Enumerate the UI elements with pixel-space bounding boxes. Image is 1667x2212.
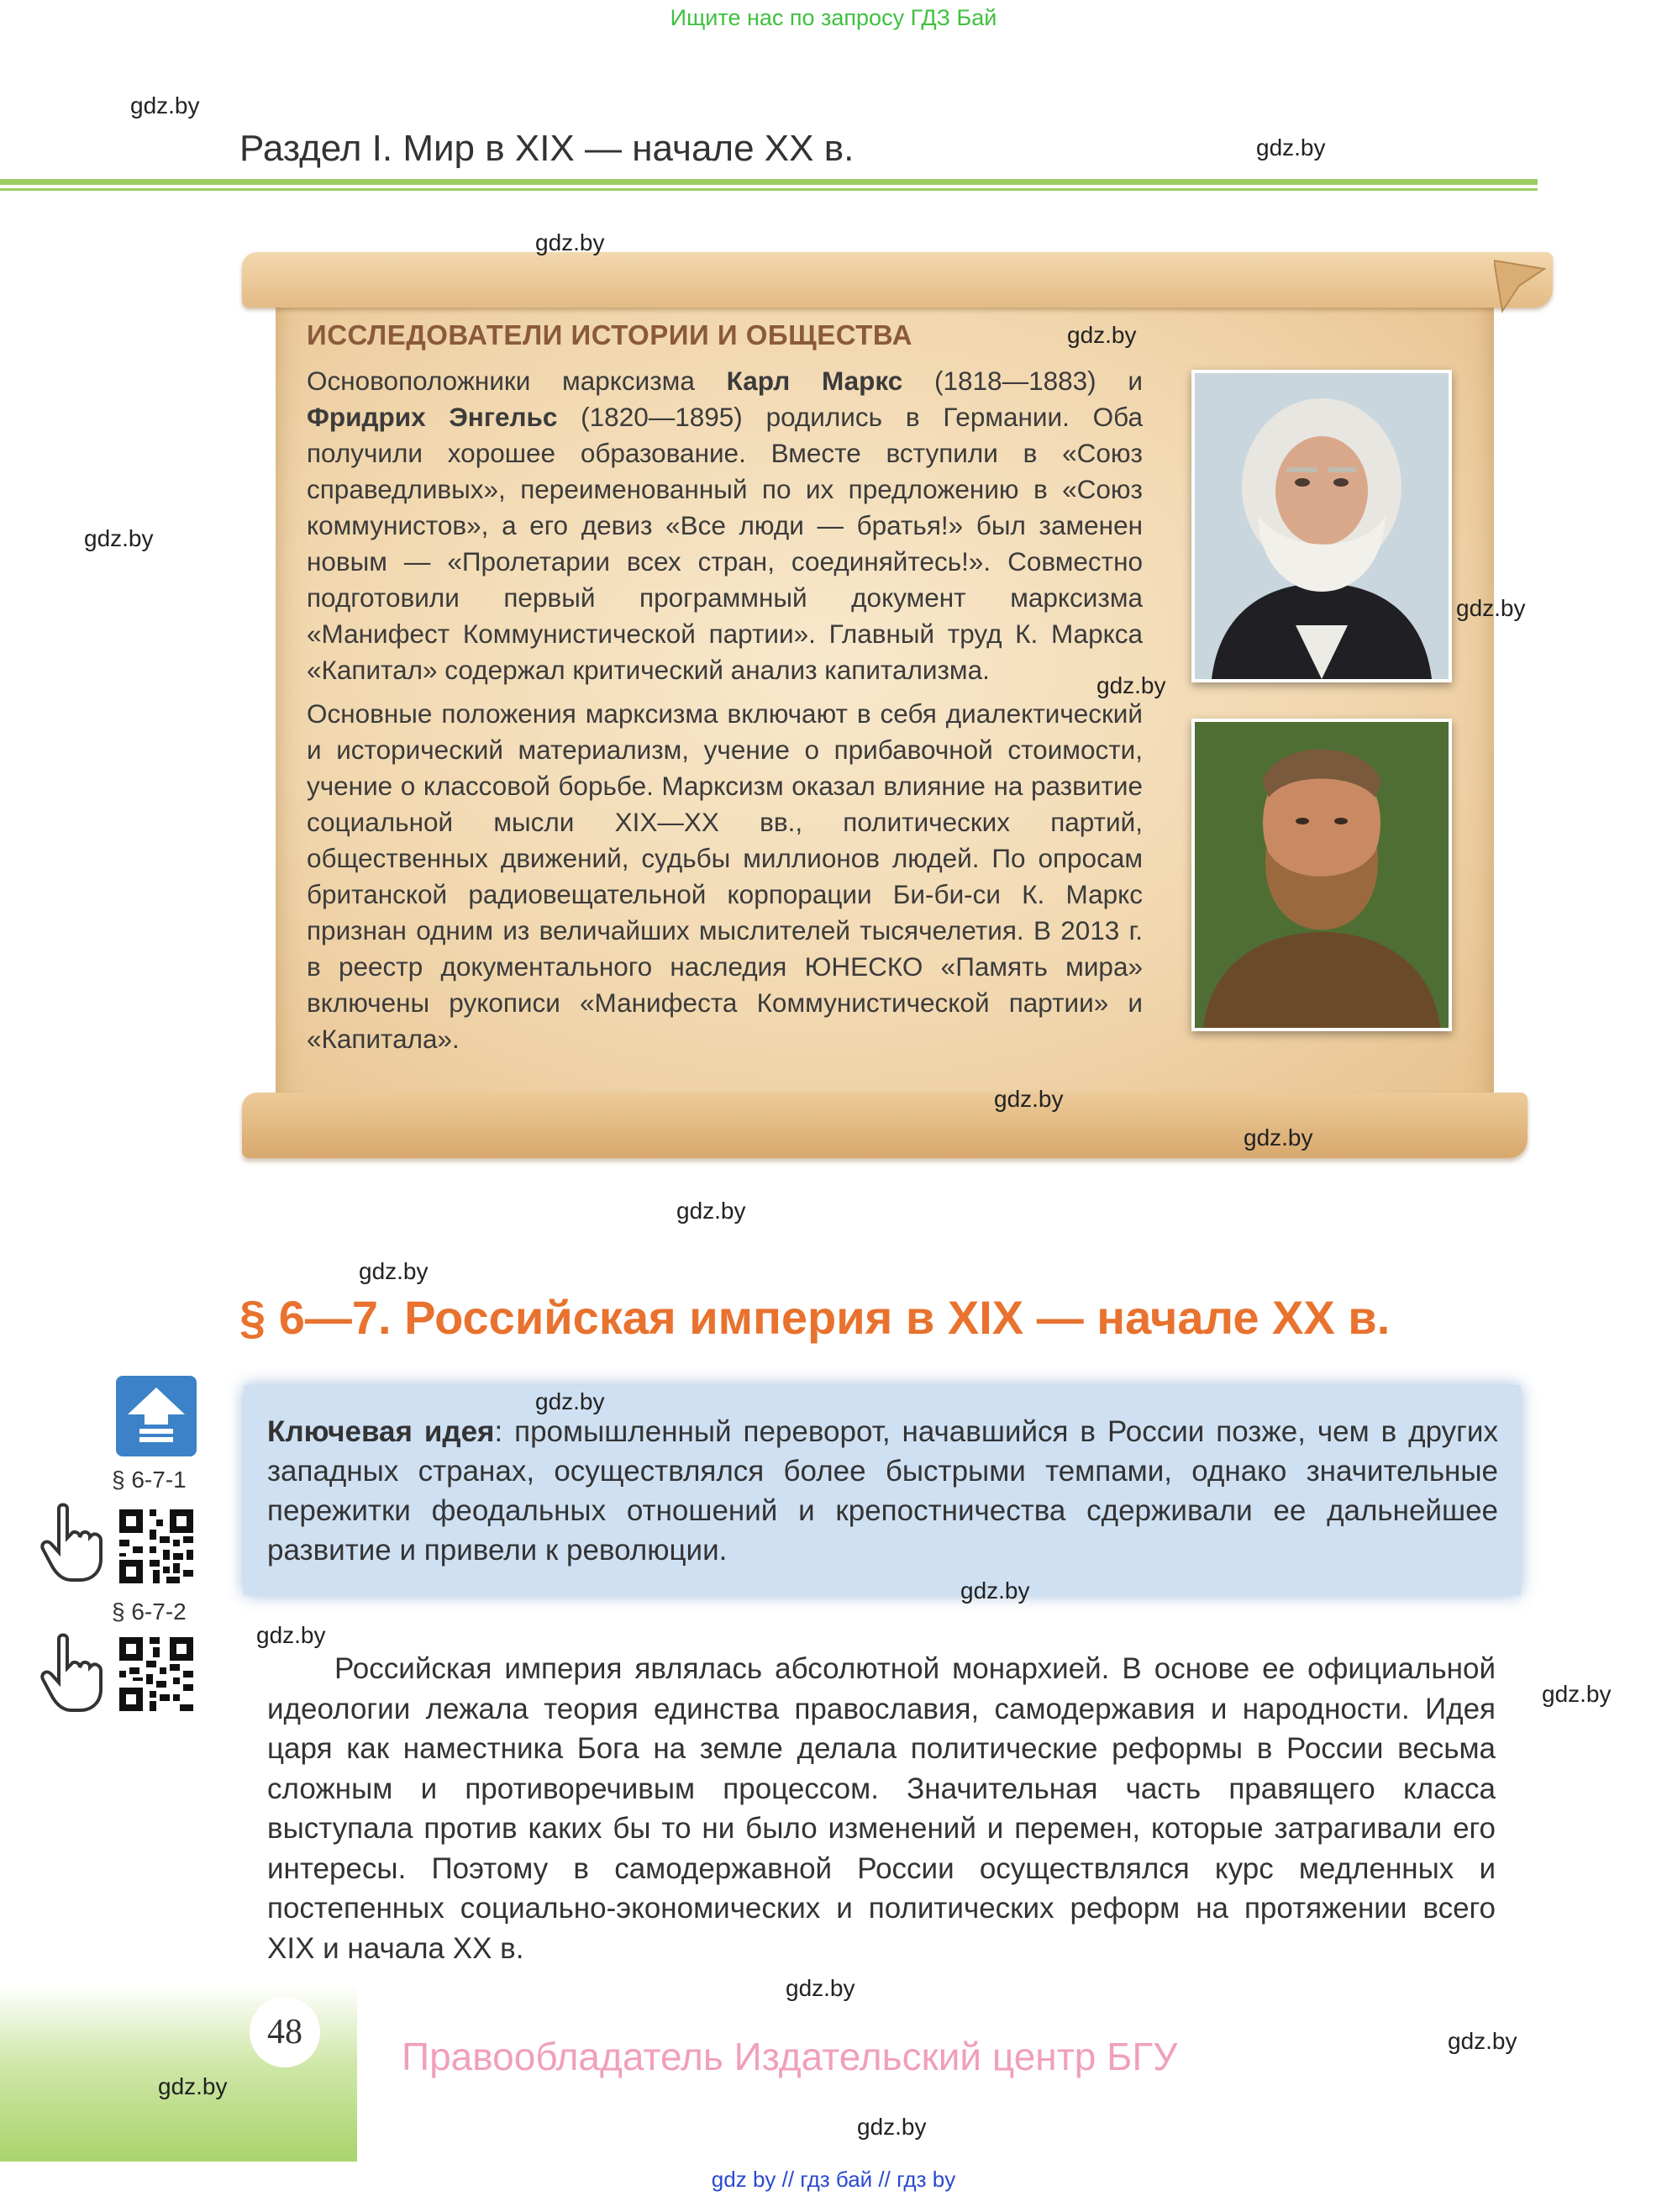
- watermark: gdz.by: [256, 1622, 326, 1648]
- paragraph-title: § 6—7. Российская империя в XIX — начале XX в.: [239, 1291, 1391, 1344]
- qr-label-2: § 6-7-2: [112, 1598, 187, 1625]
- box-heading: ИССЛЕДОВАТЕЛИ ИСТОРИИ И ОБЩЕСТВА: [307, 319, 912, 350]
- watermark: gdz.by: [1256, 134, 1326, 161]
- header-rule: [0, 179, 1538, 185]
- watermark: gdz.by: [1096, 672, 1166, 698]
- key-idea-label: Ключевая идея: [267, 1415, 495, 1448]
- key-idea-body: : промышленный переворот, начавшийся в России позже, чем в других западных странах, осуществлялся более быстрыми темпами, однако значительные пережитки феодальных отношений и крепостничества сдерживали ее дальнейшее развитие и привели к революции.: [267, 1415, 1498, 1567]
- watermark: gdz.by: [1542, 1681, 1612, 1707]
- copyright-text: Правообладатель Издательский центр БГУ: [402, 2035, 1178, 2078]
- p1-text: Основоположники марксизма: [307, 366, 727, 396]
- engels-name: Фридрих Энгельс: [307, 402, 558, 432]
- watermark: gdz.by: [786, 1975, 855, 2001]
- p1-text: (1820—1895) родились в Германии. Оба получили хорошее образование. Вместе вступили в «Союз справедливых», переименованный по их предложению в «Союз коммунистов», а его девиз «Все люди — братья!» был заменен новым — «Пролетарии всех стран, соединяйтесь!». Совместно подготовили первый программный документ марксизма «Манифест Коммунистической партии». Главный труд К. Маркса «Капитал» содержал критический анализ капитализма.: [307, 402, 1143, 685]
- watermark: gdz.by: [535, 229, 605, 255]
- top-banner: Ищите нас по запросу ГДЗ Бай: [670, 5, 997, 30]
- scroll-roll-top: [242, 252, 1553, 308]
- qr-label-1: § 6-7-1: [112, 1467, 187, 1493]
- page-number: 48: [250, 1997, 320, 2067]
- watermark: gdz.by: [857, 2114, 927, 2140]
- watermark: gdz.by: [359, 1258, 429, 1284]
- qr-code-icon[interactable]: [116, 1634, 197, 1714]
- watermark: gdz.by: [676, 1198, 746, 1224]
- engels-portrait: [1191, 719, 1452, 1031]
- watermark: gdz.by: [994, 1086, 1064, 1112]
- marx-name: Карл Маркс: [726, 366, 903, 396]
- key-idea-text: [267, 1412, 1498, 1570]
- scroll-roll-bottom: [242, 1093, 1528, 1158]
- marx-portrait: [1191, 370, 1452, 682]
- watermark: gdz.by: [1244, 1124, 1313, 1151]
- watermark: gdz.by: [1456, 595, 1526, 621]
- watermark: gdz.by: [960, 1577, 1030, 1604]
- pointing-hand-icon: [38, 1630, 105, 1714]
- main-paragraph: Российская империя являлась абсолютной монархией. В основе ее официальной идеологии лежала теория единства православия, самодержавия и народности. Идея царя как наместника Бога на земле делала политические реформы в России весьма сложным и противоречивым процессом. Значительная часть правящего класса выступала против каких бы то ни было изменений и перемен, которые затрагивали его интересы. Поэтому в самодержавной России осуществлялся курс медленных и постепенных социально-экономических и политических реформ на протяжении всего XIX и начала XX в.: [267, 1652, 1496, 1965]
- header-rule-thin: [0, 188, 1538, 191]
- upload-arrow-icon[interactable]: [116, 1376, 197, 1456]
- qr-code-icon[interactable]: [116, 1506, 197, 1587]
- p1-text: (1818—1883) и: [902, 366, 1144, 396]
- watermark: gdz.by: [535, 1388, 605, 1414]
- bottom-links[interactable]: gdz by // гдз бай // гдз by: [711, 2167, 956, 2192]
- watermark: gdz.by: [158, 2073, 228, 2099]
- pointing-hand-icon: [38, 1500, 105, 1584]
- box-paragraph-1: [307, 363, 1143, 688]
- box-paragraph-2: Основные положения марксизма включают в себя диалектический и исторический материализм, учение о прибавочной стоимости, учение о классовой борьбе. Марксизм оказал влияние на развитие социальной мысли XIX—XX вв., политических партий, общественных движений, судьбы миллионов людей. По опросам британской радиовещательной корпорации Би-би-си К. Маркс признан одним из величайших мыслителей тысячелетия. В 2013 г. в реестр документального наследия ЮНЕСКО «Память мира» включены рукописи «Манифеста Коммунистической партии» и «Капитала».: [307, 698, 1143, 1054]
- watermark: gdz.by: [130, 92, 200, 118]
- scroll-curl-icon: [1494, 252, 1553, 319]
- watermark: gdz.by: [1448, 2028, 1517, 2054]
- watermark: gdz.by: [1067, 322, 1137, 348]
- watermark: gdz.by: [84, 525, 154, 551]
- section-title: Раздел I. Мир в XIX — начале XX в.: [239, 128, 855, 169]
